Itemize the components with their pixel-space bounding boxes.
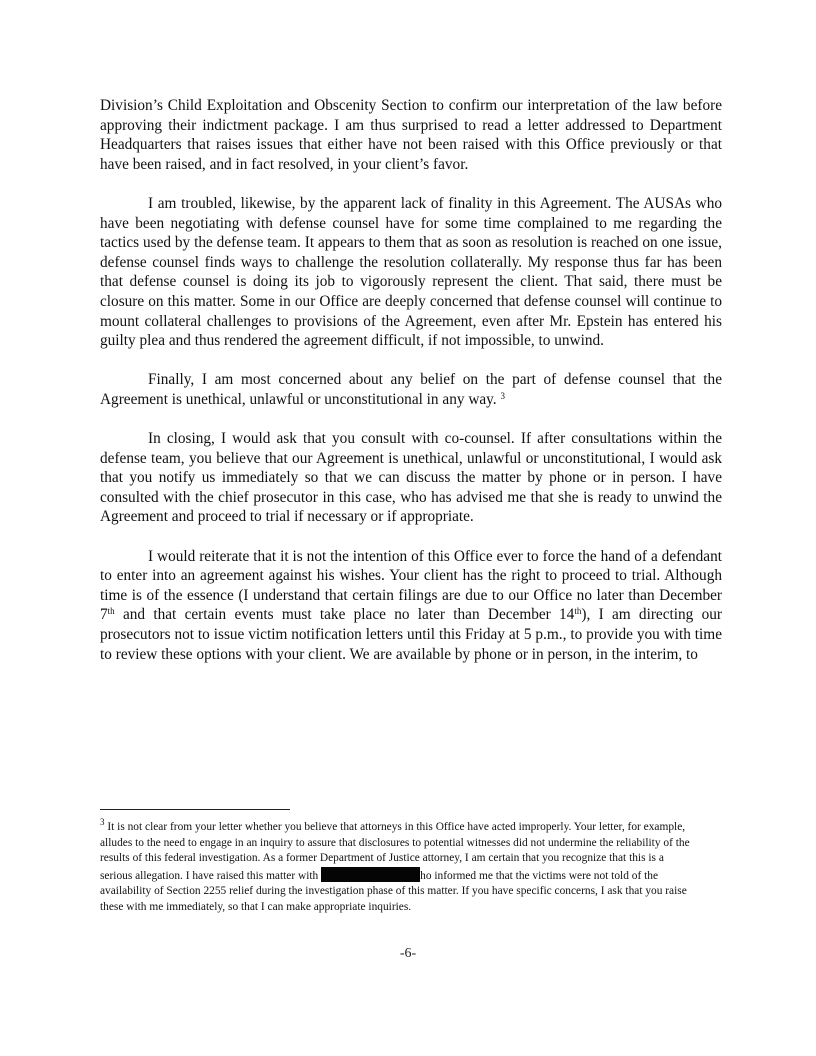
paragraph-concern xyxy=(100,370,722,409)
reiterate-part-1: I would reiterate that it is not the intention of this Office ever to force the hand of a defendant to enter into an agreement against his wishes. Your client has the right to proceed to trial. Although time is of the essence (I understand that certain filings are due to our Office no later than December 7 xyxy=(100,547,722,624)
footnote xyxy=(100,817,690,915)
paragraph-concern-text: Finally, I am most concerned about any belief on the part of defense counsel that the Agreement is unethical, unlawful or unconstitutional in any way. xyxy=(100,371,722,408)
ordinal-suffix-1: th xyxy=(107,606,115,617)
paragraph-reiterate xyxy=(100,547,722,665)
letter-body xyxy=(100,96,722,664)
page-number: -6- xyxy=(399,946,417,961)
footnote-text-after: ho informed me that the victims were not told of the availability of Section 2255 relief during the investigation phase of this matter. If you have specific concerns, I ask that you raise these with me immediately, so that I can make appropriate inquiries. xyxy=(100,869,687,913)
footnote-text xyxy=(100,817,690,915)
ordinal-suffix-2: th xyxy=(574,606,582,617)
paragraph-closing: In closing, I would ask that you consult with co-counsel. If after consultations within the defense team, you believe that our Agreement is unethical, unlawful or unconstitutional, I would ask that you notify us immediately so that we can discuss the matter by phone or in person. I have consulted with the chief prosecutor in this case, who has advised me that she is ready to unwind the Agreement and proceed to trial if necessary or if appropriate. xyxy=(100,430,722,526)
reiterate-part-2: and that certain events must take place no later than December 14 xyxy=(114,606,575,624)
footnote-divider xyxy=(100,809,290,810)
redaction-block xyxy=(321,867,420,882)
footnote-reference: 3 xyxy=(500,390,505,401)
paragraph-continuation: Division’s Child Exploitation and Obscenity Section to confirm our interpretation of the law before approving their indictment package. I am thus surprised to read a letter addressed to Department Headquarters that raises issues that either have not been raised with this Office previously or that have been raised, and in fact resolved, in your client’s favor. xyxy=(100,97,722,173)
footnote-text-before: It is not clear from your letter whether you believe that attorneys in this Office have acted improperly. Your letter, for example, alludes to the need to engage in an inquiry to assure that disclosures to potential witnesses did not undermine the reliability of the results of this federal investigation. As a former Department of Justice attorney, I am certain that you recognize that this is a serious allegation. I have raised this matter with xyxy=(100,821,690,882)
paragraph-finality: I am troubled, likewise, by the apparent lack of finality in this Agreement. The AUSAs who have been negotiating with defense counsel have for some time complained to me regarding the tactics used by the defense team. It appears to them that as soon as resolution is reached on one issue, defense counsel finds ways to challenge the resolution collaterally. My response thus far has been that defense counsel is doing its job to vigorously represent the client. That said, there must be closure on this matter. Some in our Office are deeply concerned that defense counsel will continue to mount collateral challenges to provisions of the Agreement, even after Mr. Epstein has entered his guilty plea and thus rendered the agreement difficult, if not impossible, to unwind. xyxy=(100,194,722,350)
footnote-marker: 3 xyxy=(100,817,105,827)
reiterate-part-3: ), I am directing our prosecutors not to issue victim notification letters until this Friday at 5 p.m., to provide you with time to review these options with your client. We are available by phone or in person, in the interim, to xyxy=(100,606,722,663)
